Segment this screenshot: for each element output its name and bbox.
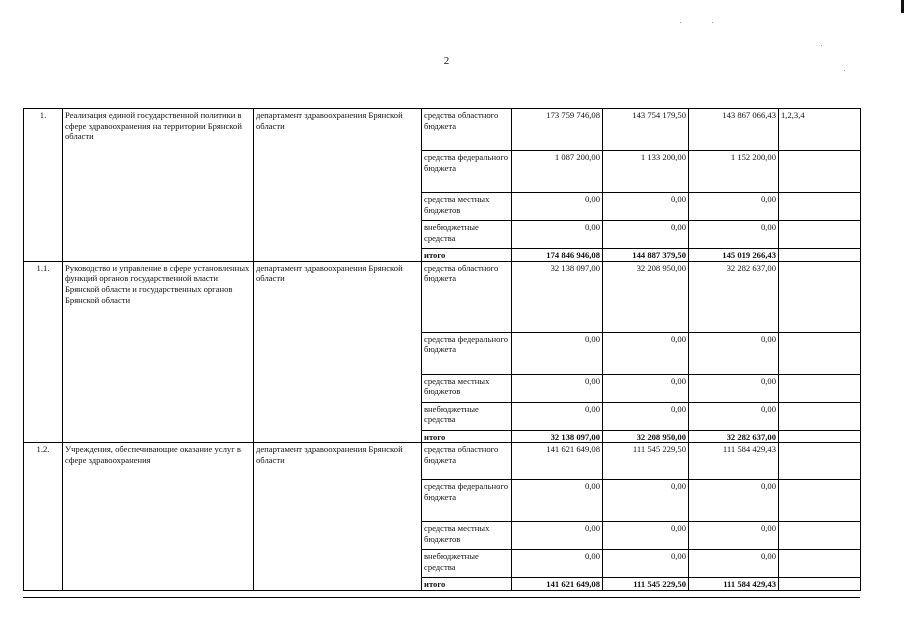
amount-cell: 0,00: [689, 480, 779, 522]
amount-cell: 0,00: [512, 193, 603, 221]
funding-source-label: средства областного бюджета: [422, 443, 512, 480]
executor-name: департамент здравоохранения Брянской области: [254, 109, 422, 262]
total-amount-cell: 141 621 649,08: [512, 578, 603, 591]
scan-speck: [712, 22, 713, 23]
amount-cell: 0,00: [512, 332, 603, 374]
indicator-codes: [779, 151, 861, 193]
indicator-codes: 1,2,3,4: [779, 109, 861, 151]
scan-speck: [680, 22, 681, 23]
funding-source-label: средства местных бюджетов: [422, 374, 512, 402]
amount-cell: 32 282 637,00: [689, 261, 779, 332]
activity-name: Руководство и управление в сфере установленных функций органов государственной власти Брянской области и государственных органов Брянской области: [63, 261, 254, 443]
funding-source-label: средства областного бюджета: [422, 261, 512, 332]
activity-name: Реализация единой государственной политики в сфере здравоохранения на территории Брянской области: [63, 109, 254, 262]
budget-table-body: [24, 109, 861, 591]
total-amount-cell: 145 019 266,43: [689, 249, 779, 262]
total-amount-cell: 32 282 637,00: [689, 430, 779, 443]
total-amount-cell: 111 545 229,50: [603, 578, 689, 591]
amount-cell: 0,00: [512, 374, 603, 402]
amount-cell: 0,00: [512, 221, 603, 249]
funding-source-label: средства местных бюджетов: [422, 522, 512, 550]
amount-cell: 0,00: [689, 402, 779, 430]
activity-name: Учреждения, обеспечивающие оказание услуг в сфере здравоохранения: [63, 443, 254, 591]
amount-cell: 143 754 179,50: [603, 109, 689, 151]
funding-source-label: средства федерального бюджета: [422, 151, 512, 193]
funding-source-label: средства федерального бюджета: [422, 332, 512, 374]
funding-source-label: внебюджетные средства: [422, 402, 512, 430]
table-bottom-border: [23, 597, 860, 598]
total-amount-cell: 32 208 950,00: [603, 430, 689, 443]
amount-cell: 0,00: [603, 332, 689, 374]
indicator-codes: [779, 402, 861, 430]
executor-name: департамент здравоохранения Брянской области: [254, 261, 422, 443]
total-amount-cell: 111 584 429,43: [689, 578, 779, 591]
amount-cell: 0,00: [603, 522, 689, 550]
amount-cell: 32 138 097,00: [512, 261, 603, 332]
indicator-codes: [779, 261, 861, 332]
scan-speck: [821, 45, 822, 46]
funding-source-label: внебюджетные средства: [422, 221, 512, 249]
indicator-codes: [779, 374, 861, 402]
indicator-codes: [779, 480, 861, 522]
budget-table: [23, 108, 861, 591]
indicator-codes: [779, 578, 861, 591]
total-amount-cell: 32 138 097,00: [512, 430, 603, 443]
scan-edge-mark: [901, 0, 904, 13]
funding-source-label: средства областного бюджета: [422, 109, 512, 151]
total-label: итого: [422, 430, 512, 443]
amount-cell: 111 584 429,43: [689, 443, 779, 480]
table-row: [24, 109, 861, 151]
amount-cell: 0,00: [603, 221, 689, 249]
indicator-codes: [779, 522, 861, 550]
scan-speck: [844, 70, 845, 71]
amount-cell: 111 545 229,50: [603, 443, 689, 480]
row-number: 1.1.: [24, 261, 63, 443]
indicator-codes: [779, 550, 861, 578]
amount-cell: 0,00: [689, 193, 779, 221]
indicator-codes: [779, 221, 861, 249]
indicator-codes: [779, 249, 861, 262]
funding-source-label: средства федерального бюджета: [422, 480, 512, 522]
amount-cell: 0,00: [603, 374, 689, 402]
amount-cell: 0,00: [603, 480, 689, 522]
amount-cell: 0,00: [689, 374, 779, 402]
total-amount-cell: 174 846 946,08: [512, 249, 603, 262]
row-number: 1.2.: [24, 443, 63, 591]
total-amount-cell: 144 887 379,50: [603, 249, 689, 262]
indicator-codes: [779, 332, 861, 374]
table-row: [24, 261, 861, 332]
total-label: итого: [422, 249, 512, 262]
indicator-codes: [779, 443, 861, 480]
row-number: 1.: [24, 109, 63, 262]
amount-cell: 1 087 200,00: [512, 151, 603, 193]
amount-cell: 0,00: [512, 402, 603, 430]
amount-cell: 0,00: [603, 402, 689, 430]
indicator-codes: [779, 430, 861, 443]
executor-name: департамент здравоохранения Брянской области: [254, 443, 422, 591]
amount-cell: 0,00: [689, 522, 779, 550]
amount-cell: 1 133 200,00: [603, 151, 689, 193]
funding-source-label: средства местных бюджетов: [422, 193, 512, 221]
amount-cell: 0,00: [512, 480, 603, 522]
indicator-codes: [779, 193, 861, 221]
page-number: 2: [443, 55, 450, 67]
amount-cell: 1 152 200,00: [689, 151, 779, 193]
amount-cell: 143 867 066,43: [689, 109, 779, 151]
amount-cell: 0,00: [603, 550, 689, 578]
amount-cell: 32 208 950,00: [603, 261, 689, 332]
amount-cell: 0,00: [689, 332, 779, 374]
total-label: итого: [422, 578, 512, 591]
amount-cell: 0,00: [512, 522, 603, 550]
amount-cell: 173 759 746,08: [512, 109, 603, 151]
funding-source-label: внебюджетные средства: [422, 550, 512, 578]
amount-cell: 0,00: [512, 550, 603, 578]
amount-cell: 0,00: [689, 550, 779, 578]
amount-cell: 0,00: [603, 193, 689, 221]
amount-cell: 0,00: [689, 221, 779, 249]
table-row: [24, 443, 861, 480]
amount-cell: 141 621 649,08: [512, 443, 603, 480]
